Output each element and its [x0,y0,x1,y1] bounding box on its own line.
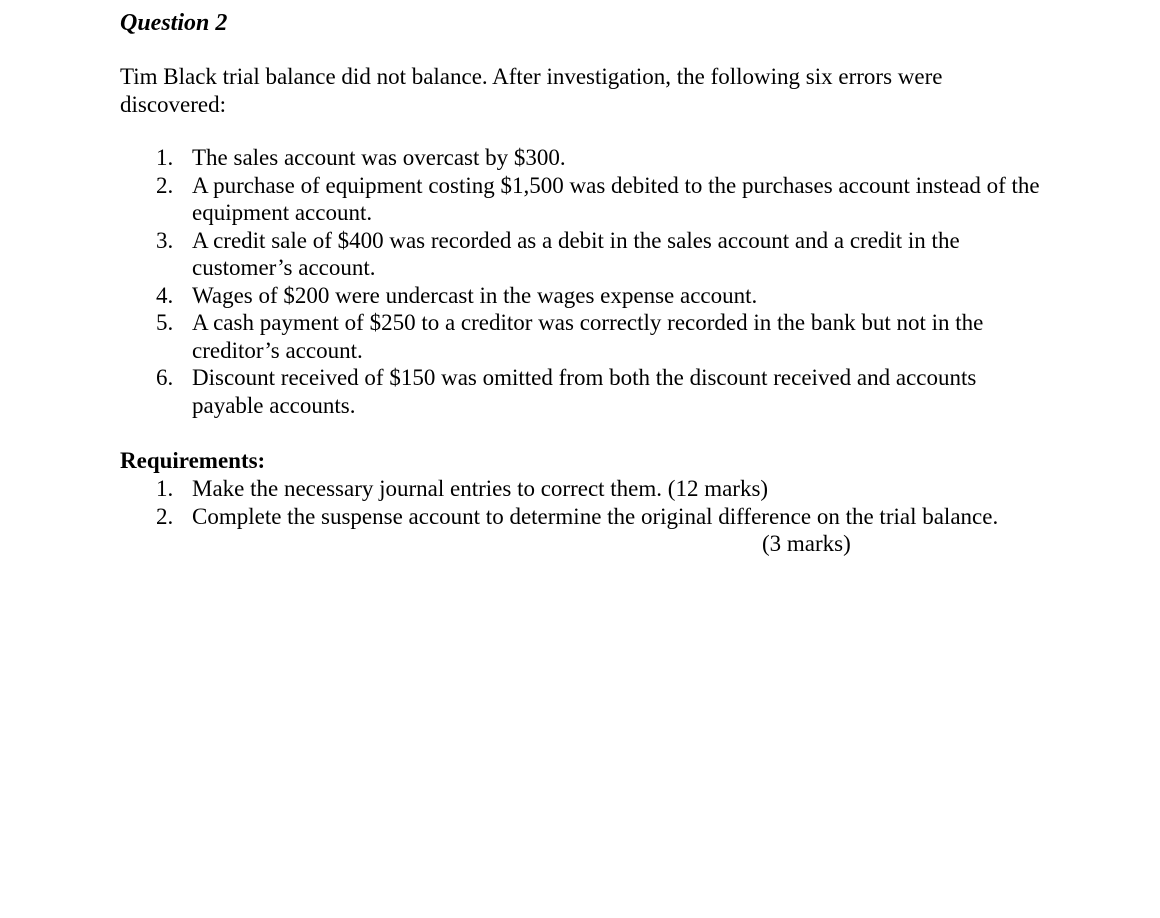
requirements-list [120,475,1040,558]
list-text: A credit sale of $400 was recorded as a debit in the sales account and a credit in the customer’s account. [192,227,960,280]
requirements-heading: Requirements: [120,448,266,473]
list-item [120,282,1040,310]
list-item [120,227,1040,282]
question-title: Question 2 [120,10,228,36]
list-number: 6. [156,365,174,390]
list-number: 3. [156,227,174,253]
list-text: Discount received of $150 was omitted from both the discount received and accounts payable accounts. [192,365,977,418]
list-number: 5. [156,310,174,335]
list-number: 4. [156,282,174,308]
list-item [120,475,1040,503]
errors-list [120,144,1040,419]
list-number: 2. [156,503,174,529]
list-text: A cash payment of $250 to a creditor was correctly recorded in the bank but not in the creditor’s account. [192,310,984,363]
list-number: 1. [156,476,174,501]
document-page [120,8,1040,558]
list-text: Wages of $200 were undercast in the wages expense account. [192,282,758,308]
list-number: 2. [156,172,174,198]
list-text: The sales account was overcast by $300. [192,145,566,170]
list-text: Complete the suspense account to determine the original difference on the trial balance. [192,503,999,529]
marks-label: (3 marks) [762,531,851,556]
list-item [120,172,1040,227]
list-number: 1. [156,145,174,170]
list-text: A purchase of equipment costing $1,500 was debited to the purchases account instead of the equipment account. [192,172,1040,225]
question-intro: Tim Black trial balance did not balance. After investigation, the following six errors were discovered: [120,64,943,117]
list-text: Make the necessary journal entries to correct them. (12 marks) [192,476,769,501]
list-item [120,144,1040,172]
list-item [120,364,1040,419]
list-item [120,309,1040,364]
list-item [120,503,1040,558]
